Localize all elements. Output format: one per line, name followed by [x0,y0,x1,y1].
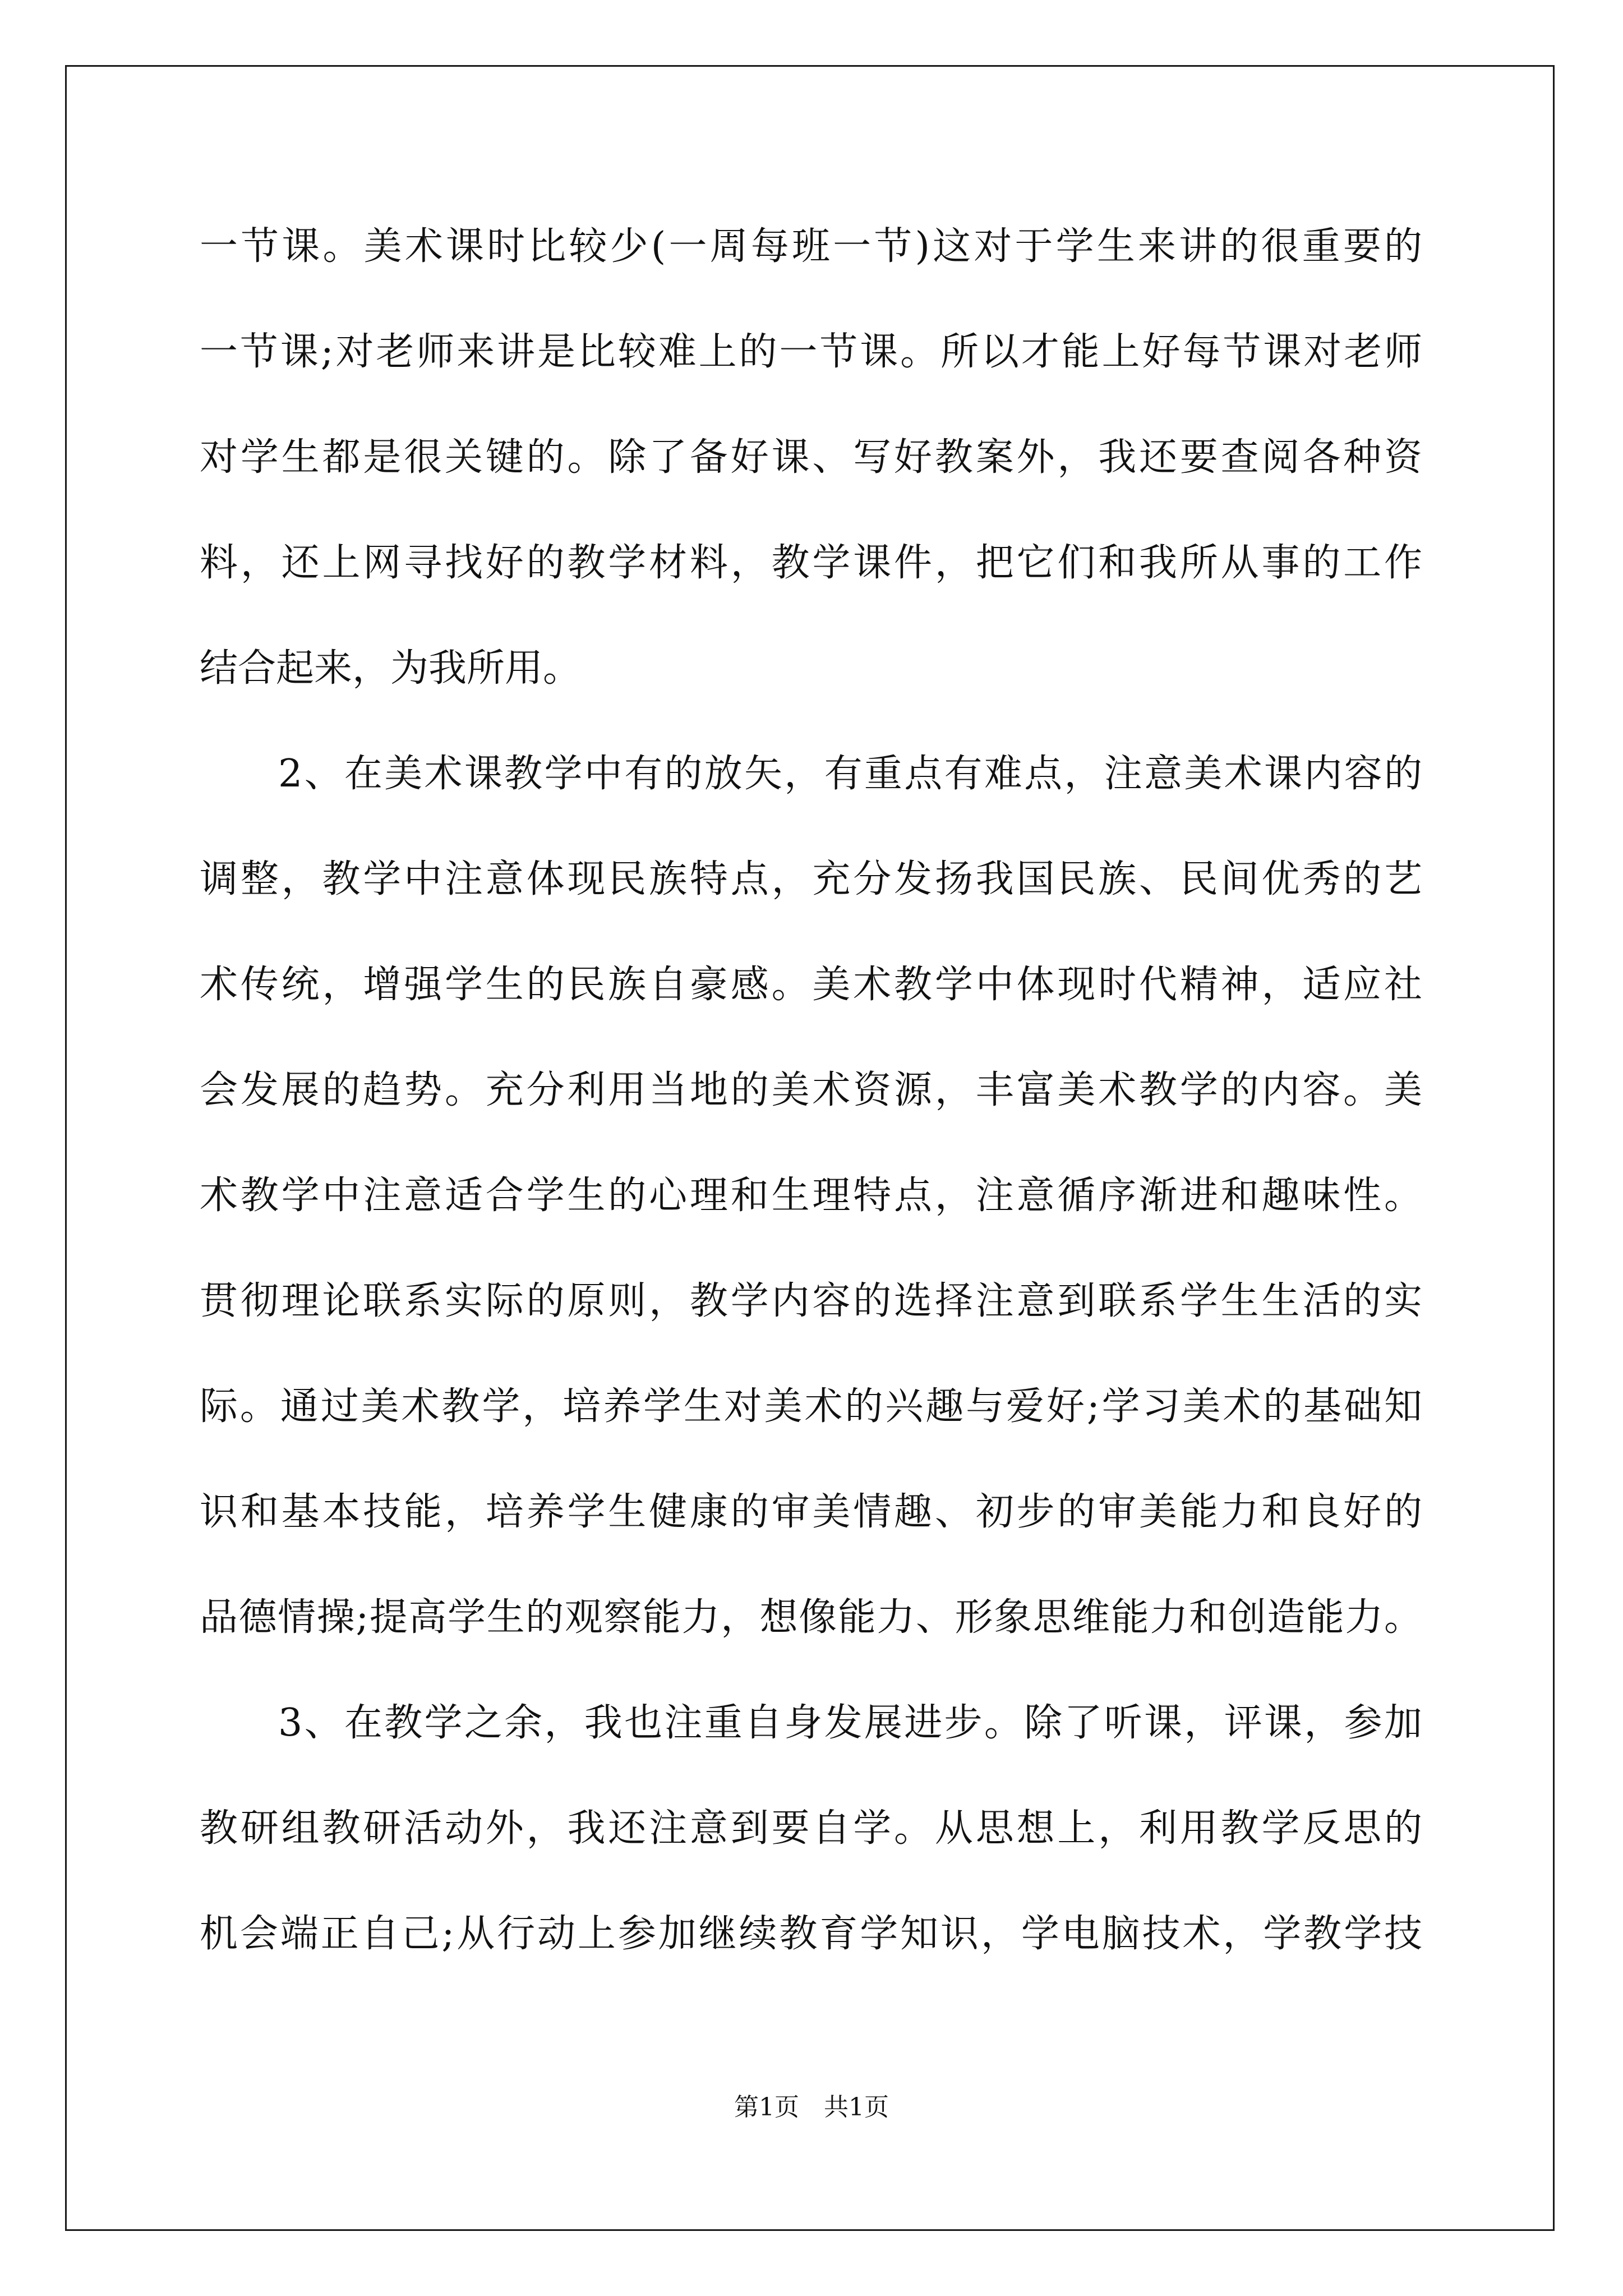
page-footer: 第1页 共1页 [734,2093,889,2122]
text-line: 结合起来，为我所用。 [200,646,582,691]
text-line: 际。通过美术教学，培养学生对美术的兴趣与爱好;学习美术的基础知 [200,1384,1422,1429]
text-line: 教研组教研活动外，我还注意到要自学。从思想上，利用教学反思的 [200,1806,1422,1851]
paragraph-start-line: 2、在美术课教学中有的放矢，有重点有难点，注意美术课内容的 [278,752,1422,796]
text-line: 识和基本技能，培养学生健康的审美情趣、初步的审美能力和良好的 [200,1490,1422,1534]
paragraph-start-line: 3、在教学之余，我也注重自身发展进步。除了听课，评课，参加 [278,1701,1422,1745]
text-line: 品德情操;提高学生的观察能力，想像能力、形象思维能力和创造能力。 [200,1595,1422,1640]
text-line: 会发展的趋势。充分利用当地的美术资源，丰富美术教学的内容。美 [200,1068,1422,1112]
text-line: 料，还上网寻找好的教学材料，教学课件，把它们和我所从事的工作 [200,541,1422,585]
text-line: 一节课;对老师来讲是比较难上的一节课。所以才能上好每节课对老师 [200,330,1422,374]
text-line: 术传统，增强学生的民族自豪感。美术教学中体现时代精神，适应社 [200,963,1422,1007]
text-line: 调整，教学中注意体现民族特点，充分发扬我国民族、民间优秀的艺 [200,857,1422,901]
text-line: 贯彻理论联系实际的原则，教学内容的选择注意到联系学生生活的实 [200,1279,1422,1323]
text-line: 机会端正自己;从行动上参加继续教育学知识，学电脑技术，学教学技 [200,1912,1422,1956]
text-line: 一节课。美术课时比较少(一周每班一节)这对于学生来讲的很重要的 [200,224,1422,269]
text-line: 对学生都是很关键的。除了备好课、写好教案外，我还要查阅各种资 [200,435,1422,480]
text-line: 术教学中注意适合学生的心理和生理特点，注意循序渐进和趣味性。 [200,1174,1422,1218]
document-body [200,220,1422,2013]
